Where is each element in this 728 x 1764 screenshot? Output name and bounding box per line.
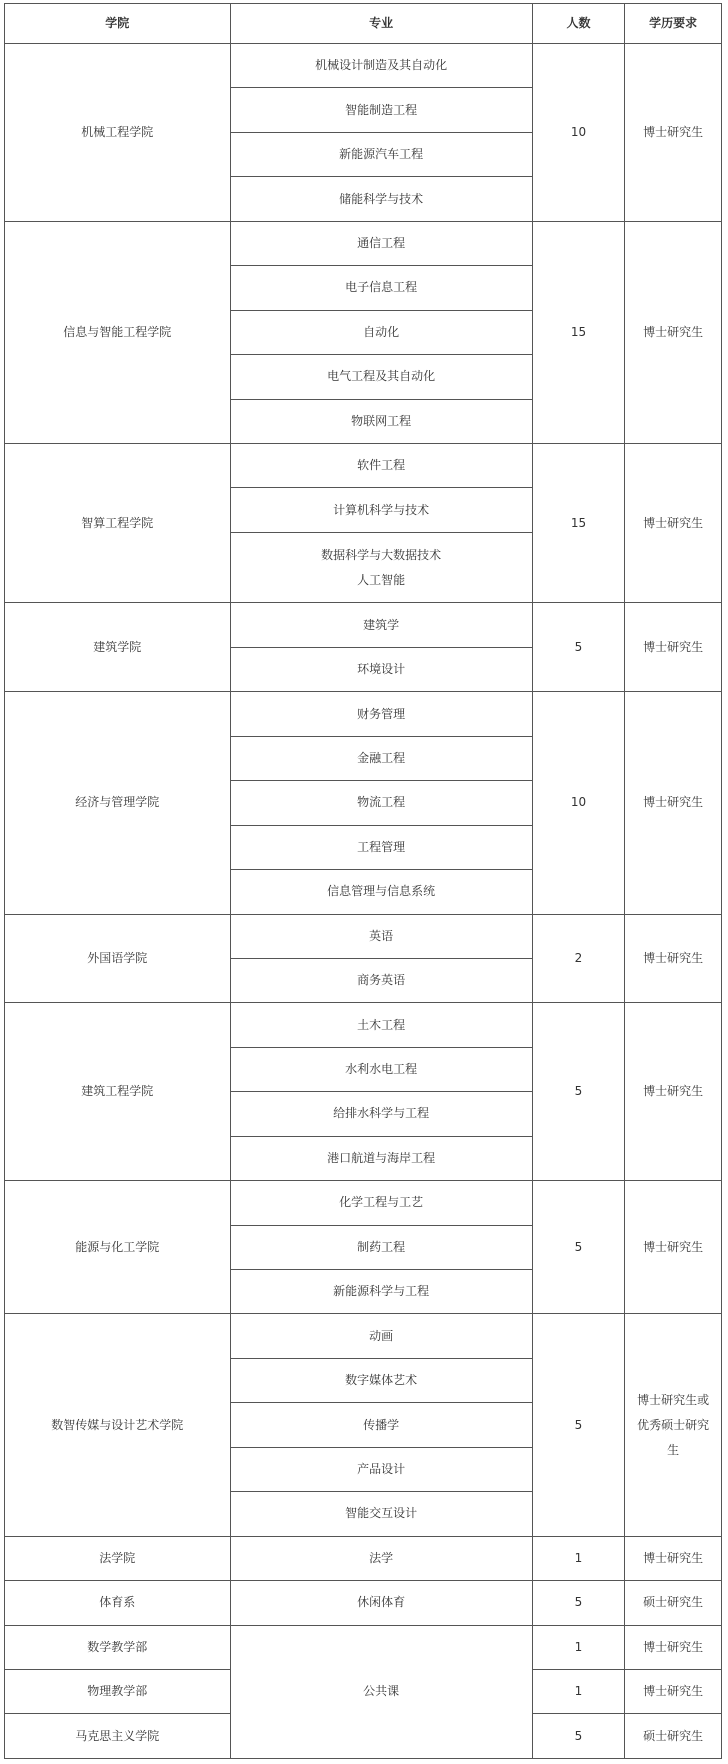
table-row <box>5 44 722 88</box>
education-cell: 博士研究生或优秀硕士研究生 <box>625 1314 722 1536</box>
major-cell: 商务英语 <box>230 958 532 1002</box>
major-cell: 制药工程 <box>230 1225 532 1269</box>
major-cell: 工程管理 <box>230 825 532 869</box>
major-cell: 新能源科学与工程 <box>230 1270 532 1314</box>
major-cell: 数据科学与大数据技术 人工智能 <box>230 532 532 603</box>
education-cell: 博士研究生 <box>625 1625 722 1669</box>
count-cell: 5 <box>532 1314 625 1536</box>
major-cell: 公共课 <box>230 1625 532 1758</box>
education-cell: 博士研究生 <box>625 1003 722 1181</box>
major-cell: 化学工程与工艺 <box>230 1181 532 1225</box>
college-cell: 建筑工程学院 <box>5 1003 231 1181</box>
college-cell: 物理教学部 <box>5 1669 231 1713</box>
count-cell: 5 <box>532 1003 625 1181</box>
college-cell: 数智传媒与设计艺术学院 <box>5 1314 231 1536</box>
major-cell: 软件工程 <box>230 443 532 487</box>
table-row <box>5 1314 722 1358</box>
header-education: 学历要求 <box>625 4 722 44</box>
table-row <box>5 1003 722 1047</box>
count-cell: 5 <box>532 603 625 692</box>
header-major: 专业 <box>230 4 532 44</box>
table-row <box>5 1625 722 1669</box>
recruitment-table <box>4 3 722 1759</box>
header-count: 人数 <box>532 4 625 44</box>
college-cell: 机械工程学院 <box>5 44 231 222</box>
college-cell: 外国语学院 <box>5 914 231 1003</box>
major-cell: 法学 <box>230 1536 532 1580</box>
major-cell: 机械设计制造及其自动化 <box>230 44 532 88</box>
table-row <box>5 1536 722 1580</box>
count-cell: 10 <box>532 44 625 222</box>
college-cell: 信息与智能工程学院 <box>5 221 231 443</box>
major-cell: 智能交互设计 <box>230 1492 532 1536</box>
college-cell: 经济与管理学院 <box>5 692 231 914</box>
major-cell: 物联网工程 <box>230 399 532 443</box>
count-cell: 1 <box>532 1625 625 1669</box>
college-cell: 马克思主义学院 <box>5 1714 231 1759</box>
major-cell: 给排水科学与工程 <box>230 1092 532 1136</box>
education-cell: 博士研究生 <box>625 1536 722 1580</box>
major-cell: 英语 <box>230 914 532 958</box>
major-cell: 产品设计 <box>230 1447 532 1491</box>
major-cell: 通信工程 <box>230 221 532 265</box>
count-cell: 5 <box>532 1181 625 1314</box>
table-body <box>5 44 722 1759</box>
major-cell: 建筑学 <box>230 603 532 647</box>
major-cell: 电气工程及其自动化 <box>230 355 532 399</box>
count-cell: 1 <box>532 1536 625 1580</box>
header-college: 学院 <box>5 4 231 44</box>
count-cell: 2 <box>532 914 625 1003</box>
college-cell: 数学教学部 <box>5 1625 231 1669</box>
major-cell: 休闲体育 <box>230 1581 532 1625</box>
major-cell: 环境设计 <box>230 647 532 691</box>
table-row <box>5 443 722 487</box>
major-cell: 计算机科学与技术 <box>230 488 532 532</box>
table-row <box>5 1181 722 1225</box>
education-cell: 博士研究生 <box>625 914 722 1003</box>
header-row <box>5 4 722 44</box>
education-cell: 硕士研究生 <box>625 1581 722 1625</box>
college-cell: 建筑学院 <box>5 603 231 692</box>
table-row <box>5 1581 722 1625</box>
table-row <box>5 914 722 958</box>
major-cell: 数字媒体艺术 <box>230 1358 532 1402</box>
major-cell: 传播学 <box>230 1403 532 1447</box>
major-cell: 智能制造工程 <box>230 88 532 132</box>
college-cell: 能源与化工学院 <box>5 1181 231 1314</box>
table-row <box>5 221 722 265</box>
major-cell: 动画 <box>230 1314 532 1358</box>
major-cell: 财务管理 <box>230 692 532 736</box>
count-cell: 1 <box>532 1669 625 1713</box>
major-cell: 信息管理与信息系统 <box>230 870 532 914</box>
education-cell: 硕士研究生 <box>625 1714 722 1759</box>
count-cell: 15 <box>532 221 625 443</box>
table-row <box>5 692 722 736</box>
major-cell: 新能源汽车工程 <box>230 132 532 176</box>
major-cell: 电子信息工程 <box>230 266 532 310</box>
education-cell: 博士研究生 <box>625 1181 722 1314</box>
major-cell: 储能科学与技术 <box>230 177 532 221</box>
count-cell: 10 <box>532 692 625 914</box>
major-cell: 港口航道与海岸工程 <box>230 1136 532 1180</box>
count-cell: 5 <box>532 1581 625 1625</box>
education-cell: 博士研究生 <box>625 1669 722 1713</box>
major-cell: 金融工程 <box>230 736 532 780</box>
education-cell: 博士研究生 <box>625 221 722 443</box>
education-cell: 博士研究生 <box>625 44 722 222</box>
major-cell: 自动化 <box>230 310 532 354</box>
count-cell: 5 <box>532 1714 625 1759</box>
college-cell: 智算工程学院 <box>5 443 231 603</box>
table-row <box>5 603 722 647</box>
college-cell: 法学院 <box>5 1536 231 1580</box>
education-cell: 博士研究生 <box>625 443 722 603</box>
education-cell: 博士研究生 <box>625 692 722 914</box>
major-cell: 土木工程 <box>230 1003 532 1047</box>
major-cell: 水利水电工程 <box>230 1047 532 1091</box>
count-cell: 15 <box>532 443 625 603</box>
college-cell: 体育系 <box>5 1581 231 1625</box>
education-cell: 博士研究生 <box>625 603 722 692</box>
major-cell: 物流工程 <box>230 781 532 825</box>
